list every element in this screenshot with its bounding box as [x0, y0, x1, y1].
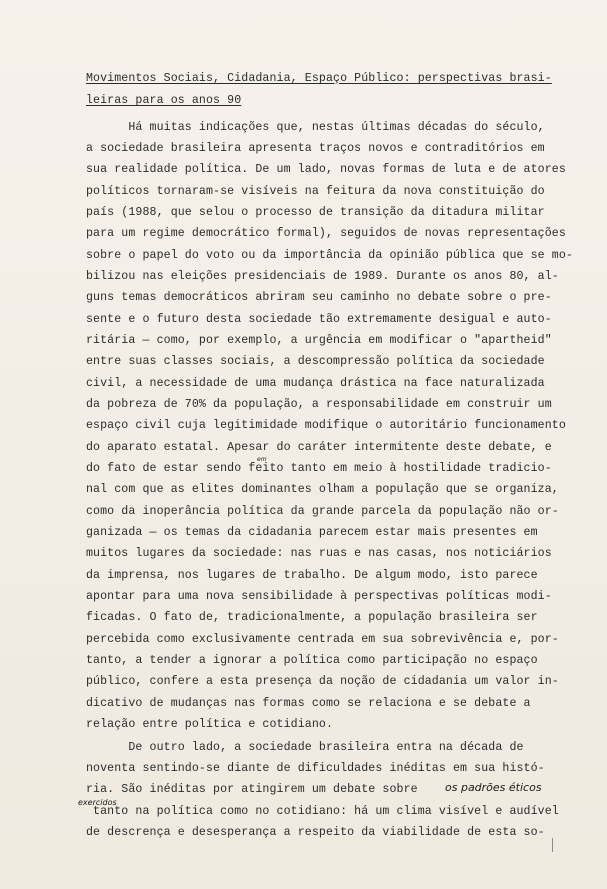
- text-line: políticos tornaram-se visíveis na feitura da nova constituição do: [86, 185, 545, 198]
- text-line: tanto na política como no cotidiano: há um clima visível e audível: [86, 805, 559, 818]
- text-line: muitos lugares da sociedade: nas ruas e nas casas, nos noticiários: [86, 547, 552, 560]
- handwritten-margin-note: exercidos: [78, 798, 117, 807]
- text-line: do aparato estatal. Apesar do caráter intermitente deste debate, e: [86, 441, 552, 454]
- title-line: Movimentos Sociais, Cidadania, Espaço Público: perspectivas brasi-: [86, 72, 552, 85]
- handwritten-insert: em: [257, 456, 267, 463]
- text-line: ganizada — os temas da cidadania parecem estar mais presentes em: [86, 526, 538, 539]
- handwritten-note: os padrões éticos: [445, 781, 542, 794]
- text-line: sobre o papel do voto ou da importância da opinião pública que se mo-: [86, 249, 573, 262]
- text-line: bilizou nas eleições presidenciais de 1989. Durante os anos 80, al-: [86, 270, 559, 283]
- text-line: percebida como exclusivamente centrada em sua sobrevivência e, por-: [86, 633, 559, 646]
- text-line: da pobreza de 70% da população, a responsabilidade em construir um: [86, 398, 552, 411]
- text-line: nal com que as elites dominantes olham a população que se organiza,: [86, 483, 559, 496]
- text-line: apontar para uma nova sensibilidade à perspectivas políticas modi-: [86, 590, 552, 603]
- text-line: país (1988, que selou o processo de transição da ditadura militar: [86, 206, 545, 219]
- text-line: relação entre política e cotidiano.: [86, 718, 334, 731]
- text-line: dicativo de mudanças nas formas como se relaciona e se debate a: [86, 697, 531, 710]
- text-line: guns temas democráticos abriram seu caminho no debate sobre o pre-: [86, 291, 552, 304]
- text-line: ficadas. O fato de, tradicionalmente, a população brasileira ser: [86, 611, 538, 624]
- text-line: ria. São inéditas por atingirem um debate sobre: [86, 783, 418, 796]
- text-line: de descrença e desesperança a respeito da viabilidade de esta so-: [86, 826, 545, 839]
- text-line: público, confere a esta presença da noção de cidadania um valor in-: [86, 675, 559, 688]
- text-line: De outro lado, a sociedade brasileira entra na década de: [86, 741, 524, 754]
- text-line: a sociedade brasileira apresenta traços novos e contraditórios em: [86, 142, 545, 155]
- text-line: sente e o futuro desta sociedade tão extremamente desigual e auto-: [86, 313, 552, 326]
- text-line: como da inoperância política da grande parcela da população não or-: [86, 505, 559, 518]
- text-line: para um regime democrático formal), seguidos de novas representações: [86, 227, 566, 240]
- text-line: da imprensa, nos lugares de trabalho. De algum modo, isto parece: [86, 569, 538, 582]
- text-line: sua realidade política. De um lado, novas formas de luta e de atores: [86, 163, 566, 176]
- title-line: leiras para os anos 90: [86, 94, 242, 107]
- text-line: tanto, a tender a ignorar a política como participação no espaço: [86, 654, 538, 667]
- text-line: civil, a necessidade de uma mudança drástica na face naturalizada: [86, 377, 545, 390]
- text-line: noventa sentindo-se diante de dificuldades inéditas em sua histó-: [86, 762, 545, 775]
- text-line: do fato de estar sendo feito tanto em meio à hostilidade tradicio-: [86, 462, 552, 475]
- text-line: espaço civil cuja legitimidade modifique o autoritário funcionamento: [86, 419, 566, 432]
- text-line: ritária — como, por exemplo, a urgência em modificar o "apartheid": [86, 334, 552, 347]
- text-line: Há muitas indicações que, nestas últimas décadas do século,: [86, 121, 545, 134]
- text-line: entre suas classes sociais, a descompressão política da sociedade: [86, 355, 545, 368]
- edge-mark: [552, 838, 553, 852]
